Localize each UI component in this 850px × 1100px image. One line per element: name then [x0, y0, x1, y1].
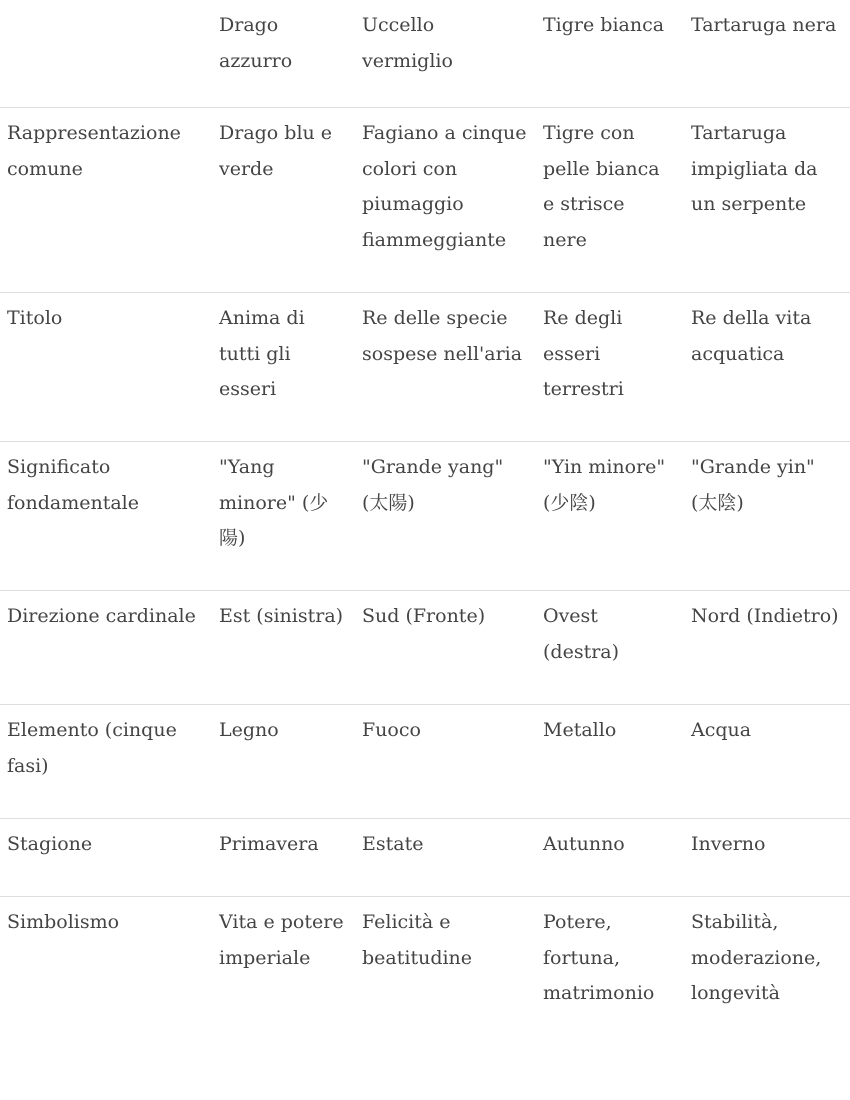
table-cell: Re delle specie sospese nell'aria: [362, 307, 523, 365]
row-label: Elemento (cinque fasi): [7, 719, 177, 777]
row-label: Significato fondamentale: [7, 456, 139, 514]
row-label: Stagione: [7, 833, 93, 855]
table-cell: Re degli esseri terrestri: [543, 307, 624, 400]
table-row: [0, 591, 850, 705]
table-cell: Legno: [219, 719, 279, 741]
table-cell: Tartaruga impigliata da un serpente: [691, 122, 818, 215]
table-cell: Vita e potere imperiale: [219, 911, 344, 969]
table-header-row: [0, 0, 850, 108]
table-row: [0, 293, 850, 442]
table-cell: Nord (Indietro): [691, 605, 839, 627]
header-cell-tartaruga-nera: Tartaruga nera: [691, 14, 837, 36]
header-cell-uccello-vermiglio: Uccello vermiglio: [362, 14, 453, 72]
table-cell: Sud (Fronte): [362, 605, 486, 627]
table-cell: Re della vita acquatica: [691, 307, 812, 365]
header-cell-drago-azzurro: Drago azzurro: [219, 14, 293, 72]
table-cell: Autunno: [543, 833, 625, 855]
table-cell: Inverno: [691, 833, 766, 855]
table-cell: Est (sinistra): [219, 605, 344, 627]
table-cell: Stabilità, moderazione, longevità: [691, 911, 822, 1004]
table-cell: "Grande yin" (太陰): [691, 456, 815, 514]
table-cell: Felicità e beatitudine: [362, 911, 473, 969]
table-row: [0, 897, 850, 1047]
row-label: Titolo: [7, 307, 63, 329]
table-cell: Fagiano a cinque colori con piumaggio fiammeggiante: [362, 122, 527, 251]
row-label: Rappresentazione comune: [7, 122, 181, 180]
table-cell: Tigre con pelle bianca e strisce nere: [543, 122, 660, 251]
table-cell: Estate: [362, 833, 424, 855]
table-cell: Potere, fortuna, matrimonio: [543, 911, 655, 1004]
table-row: [0, 108, 850, 293]
table-row: [0, 705, 850, 819]
table-row: [0, 442, 850, 591]
table-cell: "Yang minore" (少陽): [219, 456, 329, 549]
table-cell: Fuoco: [362, 719, 421, 741]
table-cell: Anima di tutti gli esseri: [219, 307, 305, 400]
table-cell: Drago blu e verde: [219, 122, 333, 180]
table-cell: "Yin minore" (少陰): [543, 456, 666, 514]
table-cell: Primavera: [219, 833, 319, 855]
table-cell: "Grande yang" (太陽): [362, 456, 504, 514]
header-cell-tigre-bianca: Tigre bianca: [543, 14, 665, 36]
table-row: [0, 819, 850, 897]
row-label: Simbolismo: [7, 911, 120, 933]
table-cell: Ovest (destra): [543, 605, 620, 663]
table-cell: Acqua: [691, 719, 752, 741]
table-cell: Metallo: [543, 719, 617, 741]
row-label: Direzione cardinale: [7, 605, 196, 627]
